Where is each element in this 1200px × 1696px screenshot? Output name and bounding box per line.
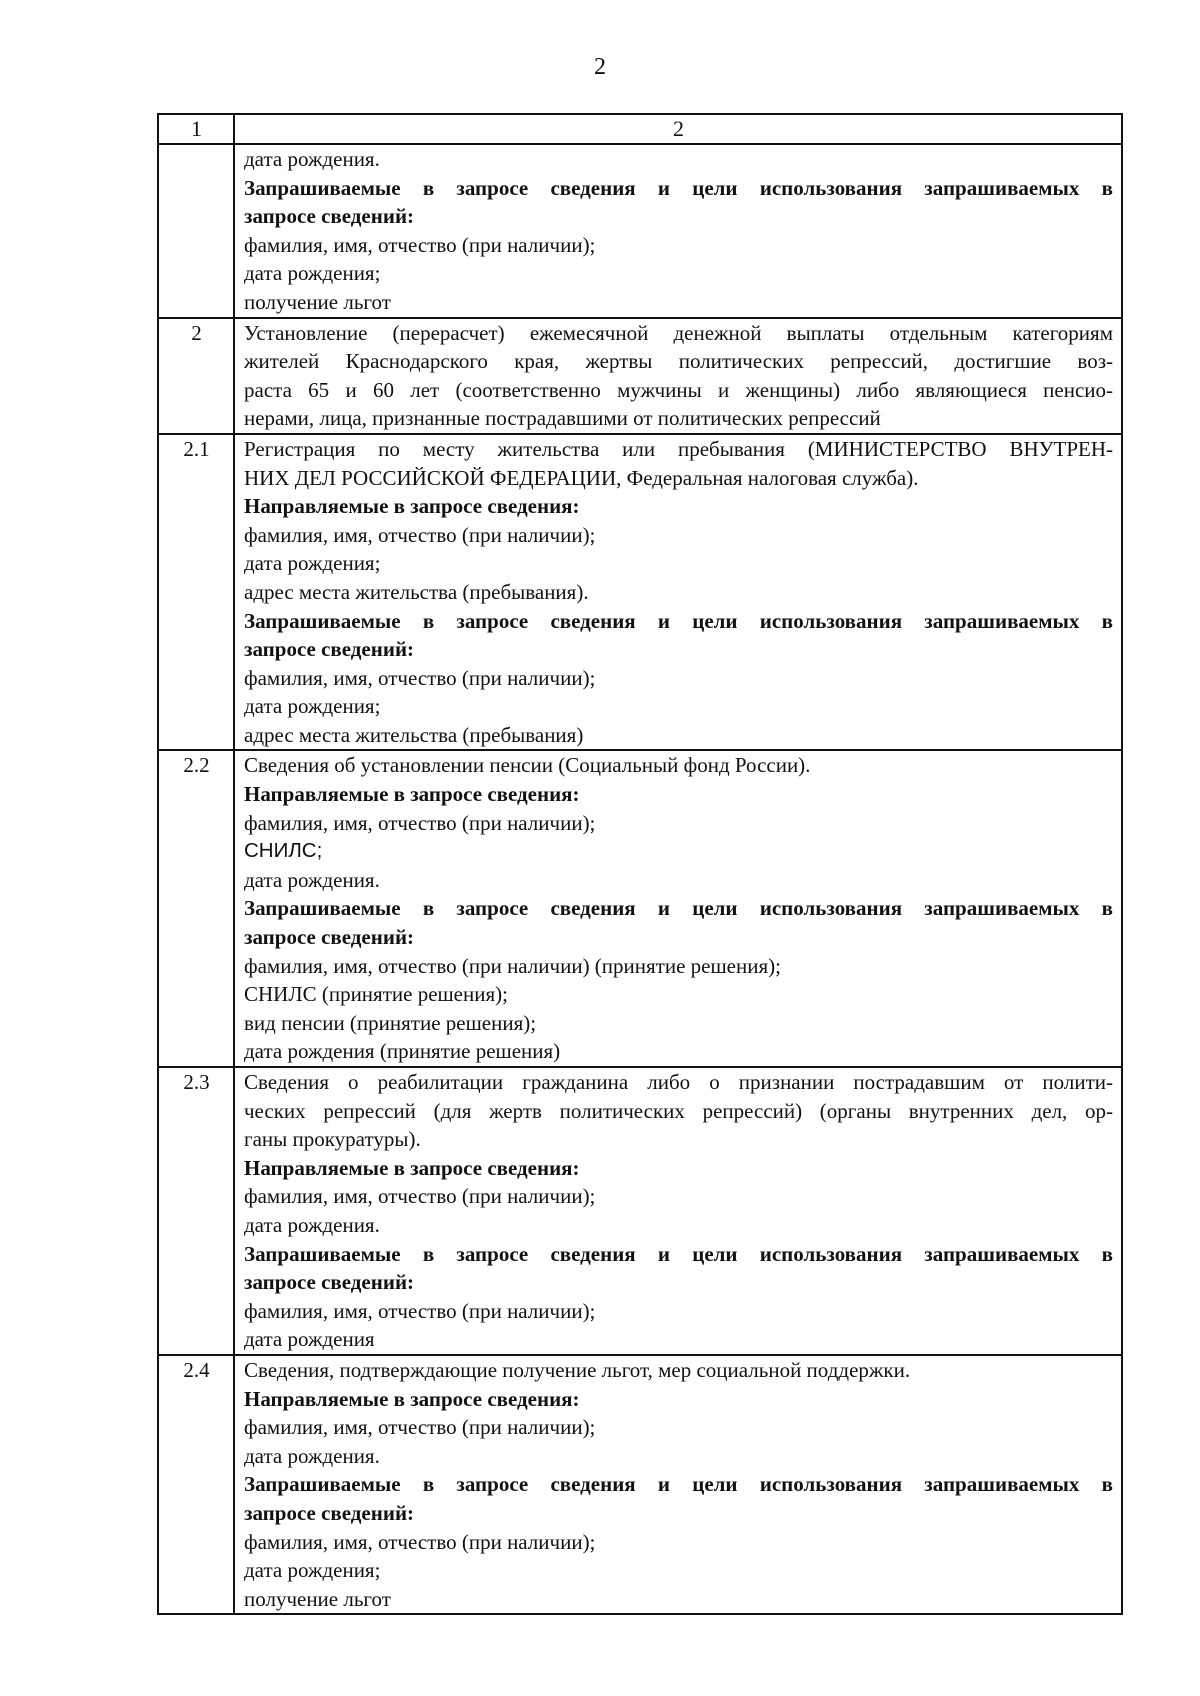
text-line: жителей Краснодарского края, жертвы политических репрессий, достигшие воз- xyxy=(244,349,1113,374)
section-heading-line: запросе сведений: xyxy=(244,925,415,950)
page-number: 2 xyxy=(594,54,606,80)
section-heading-line: Запрашиваемые в запросе сведения и цели использования запрашиваемых в xyxy=(244,608,1113,633)
text-line: фамилия, имя, отчество (при наличии); xyxy=(244,232,596,257)
text-line: СНИЛС; xyxy=(244,839,323,863)
section-heading-line: Направляемые в запросе сведения: xyxy=(244,782,580,807)
text-line: дата рождения xyxy=(244,1327,375,1352)
row-description-cell xyxy=(234,318,1122,434)
row-number-cell: 2.1 xyxy=(158,434,234,751)
text-line: фамилия, имя, отчество (при наличии); xyxy=(244,522,596,547)
header-cell-number: 1 xyxy=(158,114,234,144)
text-line: дата рождения; xyxy=(244,261,381,286)
table-row xyxy=(158,318,1122,434)
text-line: нерами, лица, признанные пострадавшими от политических репрессий xyxy=(244,406,881,431)
requirements-table xyxy=(157,113,1123,1615)
table-row xyxy=(158,434,1122,751)
text-line: Сведения о реабилитации гражданина либо о признании пострадавшим от полити- xyxy=(244,1070,1113,1094)
row-description-cell xyxy=(234,434,1122,751)
row-description-cell xyxy=(234,1067,1122,1355)
text-line: дата рождения. xyxy=(244,867,380,892)
row-description-cell xyxy=(234,750,1122,1067)
text-line: Регистрация по месту жительства или пребывания (МИНИСТЕРСТВО ВНУТРЕН- xyxy=(244,436,1113,461)
text-line: фамилия, имя, отчество (при наличии); xyxy=(244,1298,596,1323)
row-description-cell xyxy=(234,1355,1122,1614)
row-description-cell xyxy=(234,144,1122,318)
text-line: адрес места жительства (пребывания). xyxy=(244,579,589,604)
text-line: Установление (перерасчет) ежемесячной денежной выплаты отдельным категориям xyxy=(244,320,1113,345)
section-heading-line: Направляемые в запросе сведения: xyxy=(244,494,580,519)
row-number-cell: 2.4 xyxy=(158,1355,234,1614)
table-header-row xyxy=(158,114,1122,144)
text-line: ческих репрессий (для жертв политических репрессий) (органы внутренних дел, ор- xyxy=(244,1098,1113,1123)
text-line: фамилия, имя, отчество (при наличии); xyxy=(244,810,596,835)
text-line: дата рождения. xyxy=(244,1212,380,1237)
text-line: НИХ ДЕЛ РОССИЙСКОЙ ФЕДЕРАЦИИ, Федеральная налоговая служба). xyxy=(244,465,919,490)
text-line: фамилия, имя, отчество (при наличии); xyxy=(244,1184,596,1209)
section-heading-line: Направляемые в запросе сведения: xyxy=(244,1155,580,1180)
text-line: Сведения, подтверждающие получение льгот, мер социальной поддержки. xyxy=(244,1357,911,1382)
section-heading-line: Направляемые в запросе сведения: xyxy=(244,1386,580,1411)
row-number-cell: 2.3 xyxy=(158,1067,234,1355)
table-row xyxy=(158,750,1122,1067)
table-row xyxy=(158,1355,1122,1614)
text-line: дата рождения; xyxy=(244,694,381,719)
text-line: ганы прокуратуры). xyxy=(244,1127,421,1152)
section-heading-line: Запрашиваемые в запросе сведения и цели использования запрашиваемых в xyxy=(244,1472,1113,1497)
text-line: дата рождения; xyxy=(244,1558,381,1583)
section-heading-line: Запрашиваемые в запросе сведения и цели использования запрашиваемых в xyxy=(244,896,1113,921)
section-heading-line: Запрашиваемые в запросе сведения и цели использования запрашиваемых в xyxy=(244,175,1113,200)
section-heading-line: запросе сведений: xyxy=(244,204,415,229)
text-line: фамилия, имя, отчество (при наличии); xyxy=(244,665,596,690)
text-line: раста 65 и 60 лет (соответственно мужчины и женщины) либо являющиеся пенсио- xyxy=(244,377,1113,402)
text-line: Сведения об установлении пенсии (Социальный фонд России). xyxy=(244,753,811,778)
text-line: дата рождения. xyxy=(244,147,380,171)
row-number-cell: 2 xyxy=(158,318,234,434)
section-heading-line: запросе сведений: xyxy=(244,637,415,662)
text-line: фамилия, имя, отчество (при наличии); xyxy=(244,1415,596,1440)
section-heading-line: запросе сведений: xyxy=(244,1500,415,1525)
text-line: дата рождения. xyxy=(244,1443,380,1468)
text-line: дата рождения; xyxy=(244,551,381,576)
text-line: получение льгот xyxy=(244,289,391,314)
table-row xyxy=(158,1067,1122,1355)
text-line: СНИЛС (принятие решения); xyxy=(244,982,508,1007)
table-row xyxy=(158,144,1122,318)
text-line: вид пенсии (принятие решения); xyxy=(244,1010,537,1035)
text-line: фамилия, имя, отчество (при наличии); xyxy=(244,1529,596,1554)
text-line: дата рождения (принятие решения) xyxy=(244,1039,561,1064)
text-line: адрес места жительства (пребывания) xyxy=(244,722,584,747)
row-number-cell xyxy=(158,144,234,318)
row-number-cell: 2.2 xyxy=(158,750,234,1067)
section-heading-line: Запрашиваемые в запросе сведения и цели использования запрашиваемых в xyxy=(244,1241,1113,1266)
text-line: фамилия, имя, отчество (при наличии) (принятие решения); xyxy=(244,953,781,978)
text-line: получение льгот xyxy=(244,1586,391,1611)
table-body xyxy=(158,114,1122,1614)
header-cell-description: 2 xyxy=(234,114,1122,144)
section-heading-line: запросе сведений: xyxy=(244,1270,415,1295)
